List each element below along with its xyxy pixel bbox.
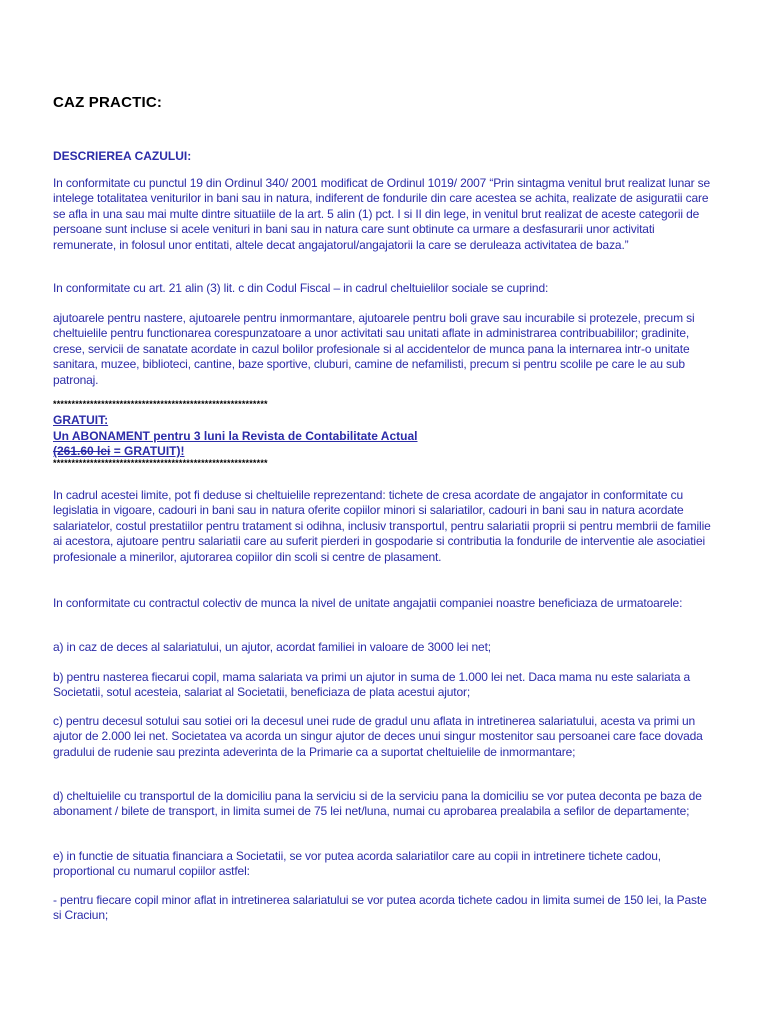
- promo-block: [53, 413, 417, 460]
- promo-separator-top: **********************************************************: [53, 400, 268, 409]
- list-item-e-tichete-cadou: e) in functie de situatia financiara a Societatii, se vor putea acorda salariatilor care au copii in intretinere tichete cadou, proportional cu numarul copiilor astfel:: [53, 849, 661, 879]
- promo-price-free: = GRATUIT)!: [110, 444, 185, 459]
- paragraph-contract-colectiv: In conformitate cu contractul colectiv de munca la nivel de unitate angajatii companiei noastre beneficiaza de urmatoarele:: [53, 596, 683, 610]
- page-title: CAZ PRACTIC:: [53, 94, 163, 111]
- promo-separator-bottom: **********************************************************: [53, 459, 268, 468]
- list-item-a-deces-salariat: a) in caz de deces al salariatului, un ajutor, acordat familiei in valoare de 3000 lei net;: [53, 640, 491, 654]
- promo-price-link[interactable]: [53, 444, 184, 458]
- promo-subscription-link[interactable]: Un ABONAMENT pentru 3 luni la Revista de Contabilitate Actual: [53, 428, 418, 443]
- paragraph-deductible-expenses: In cadrul acestei limite, pot fi deduse si cheltuielile reprezentand: tichete de cresa acordate de angajator in conformitate cu legislatia in vigoare, cadouri in bani sau in natura oferite copiilor minori si salariatilor, cadouri in bani sau in natura acordate salariatelor, costul prestatiilor pentru tratament si odihna, inclusiv transportul, pentru salariatii proprii si pentru membrii de familie ai acestora, ajutoare pentru salariatii care au suferit pierderi in gospodarie si contributia la fondurile de interventie ale asociatiei profesionale a minerilor, ajutorarea copiilor din scoli si centre de plasament.: [53, 488, 711, 564]
- list-item-d-transport: d) cheltuielile cu transportul de la domiciliu pana la serviciu si de la serviciu pana la domiciliu se vor putea deconta pe baza de abonament / bilete de transport, in limita sumei de 75 lei net/luna, numai cu aprobarea prealabila a sefilor de departamente;: [53, 789, 702, 819]
- paragraph-cod-fiscal-intro: In conformitate cu art. 21 alin (3) lit. c din Codul Fiscal – in cadrul cheltuielilor sociale se cuprind:: [53, 281, 549, 295]
- promo-old-price: (261.60 lei: [53, 444, 111, 459]
- promo-heading-link[interactable]: GRATUIT:: [53, 413, 109, 427]
- list-item-b-nastere-copil: b) pentru nasterea fiecarui copil, mama salariata va primi un ajutor in suma de 1.000 lei net. Daca mama nu este salariata a Societatii, sotul acesteia, salariat al Societatii, beneficiaza de plata acestui ajutor;: [53, 670, 691, 700]
- paragraph-cheltuieli-sociale-list: ajutoarele pentru nastere, ajutoarele pentru inmormantare, ajutoarele pentru boli grave sau incurabile si protezele, precum si cheltuielile pentru functionarea corespunzatoare a unor activitati sau unitati aflate in administrarea contribuabililor; gradinite, crese, servicii de sanatate acordate in cazul bolilor profesionale si al accidentelor de munca pana la internarea intr-o unitate sanitara, muzee, biblioteci, cantine, baze sportive, cluburi, camine de nefamilisti, precum si pentru scolile pe care le au sub patronaj.: [53, 311, 695, 387]
- section-heading: DESCRIEREA CAZULUI:: [53, 149, 192, 163]
- list-item-tichete-copil-minor: - pentru fiecare copil minor aflat in intretinerea salariatului se vor putea acorda tichete cadou in limita sumei de 150 lei, la Paste si Craciun;: [53, 893, 707, 923]
- paragraph-ordin-definition: In conformitate cu punctul 19 din Ordinul 340/ 2001 modificat de Ordinul 1019/ 2007 “Prin sintagma venitul brut realizat lunar se intelege totalitatea veniturilor in bani sau in natura, indiferent de fondurile din care acestea se achita, realizate de asiguratii care se afla in una sau mai multe dintre situatiile de la art. 5 alin (1) pct. I si II din lege, in venitul brut realizat de aceste categorii de persoane sunt incluse si acele venituri in bani sau in natura care sunt obtinute ca urmare a desfasurarii unor activitati remunerate, in folosul unor entitati, altele decat angajatorul/angajatorii la care se deruleaza activitatea de baza.”: [53, 176, 711, 252]
- list-item-c-deces-ruda: c) pentru decesul sotului sau sotiei ori la decesul unei rude de gradul unu aflata in intretinerea salariatului, acesta va primi un ajutor de 2.000 lei net. Societatea va acorda un singur ajutor de deces unui singur mostenitor sau persoanei care face dovada gradului de rudenie sau prezinta adeverinta de la Primarie ca a suportat cheltuielile de inmormantare;: [53, 714, 703, 759]
